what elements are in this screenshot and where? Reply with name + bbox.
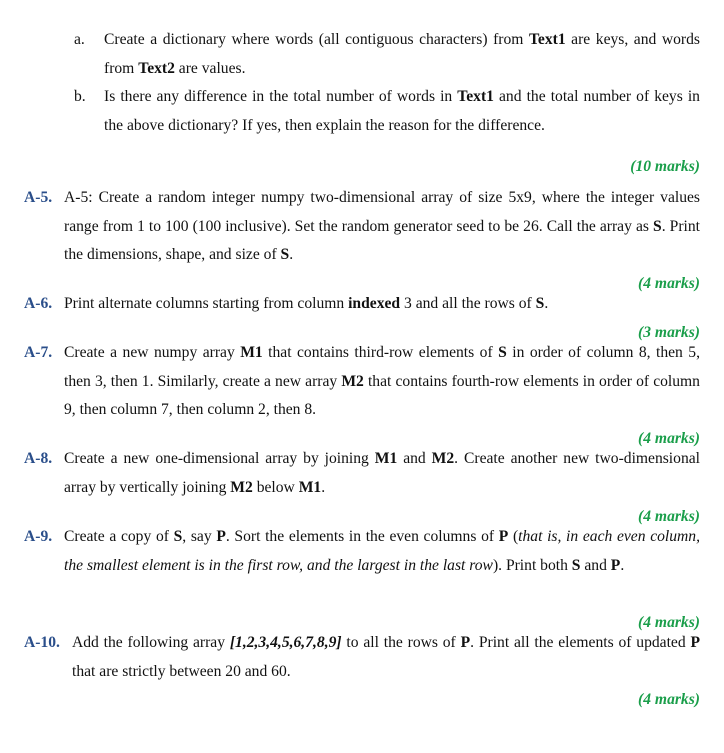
marks-label: (4 marks) xyxy=(638,275,700,292)
sub-question-text: Create a dictionary where words (all contiguous characters) from Text1 are keys, and words from Text2 are values. xyxy=(104,31,700,77)
question-number: A-7. xyxy=(24,344,53,361)
question-a5 xyxy=(24,184,700,270)
question-a6 xyxy=(24,290,700,319)
question-number: A-8. xyxy=(24,450,53,467)
question-number: A-6. xyxy=(24,295,53,312)
question-number: A-9. xyxy=(24,528,53,545)
question-number: A-5. xyxy=(24,189,53,206)
question-text: Create a copy of S, say P. Sort the elements in the even columns of P (that is, in each even column, the smallest element is in the first row, and the largest in the last row). Print both S and P. xyxy=(64,528,700,574)
marks-label: (4 marks) xyxy=(638,430,700,447)
marks-label: (4 marks) xyxy=(638,614,700,631)
question-a8 xyxy=(24,445,700,502)
sub-question-b xyxy=(74,83,700,140)
sub-question-text: Is there any difference in the total number of words in Text1 and the total number of keys in the above dictionary? If yes, then explain the reason for the difference. xyxy=(104,88,700,134)
question-text: Create a new one-dimensional array by joining M1 and M2. Create another new two-dimensional array by vertically joining M2 below M1. xyxy=(64,450,700,496)
question-number: A-10. xyxy=(24,634,60,651)
sub-question-label: a. xyxy=(74,31,85,48)
marks-label: (4 marks) xyxy=(638,508,700,525)
marks-label: (3 marks) xyxy=(638,324,700,341)
question-text: Print alternate columns starting from column indexed 3 and all the rows of S. xyxy=(64,295,549,312)
marks-label: (10 marks) xyxy=(630,158,700,175)
sub-question-a xyxy=(74,26,700,83)
question-text: A-5: Create a random integer numpy two-dimensional array of size 5x9, where the integer values range from 1 to 100 (100 inclusive). Set the random generator seed to be 26. Call the array as S. Print the dimensions, shape, and size of S. xyxy=(64,189,701,263)
question-a7 xyxy=(24,339,700,425)
question-a9 xyxy=(24,523,700,580)
question-text: Add the following array [1,2,3,4,5,6,7,8,9] to all the rows of P. Print all the elements of updated P that are strictly between 20 and 60. xyxy=(72,634,700,680)
question-a10 xyxy=(24,629,700,686)
question-text: Create a new numpy array M1 that contains third-row elements of S in order of column 8, then 5, then 3, then 1. Similarly, create a new array M2 that contains fourth-row elements in order of column 9, then column 7, then column 2, then 8. xyxy=(64,344,700,418)
sub-question-label: b. xyxy=(74,88,86,105)
marks-label: (4 marks) xyxy=(638,691,700,708)
